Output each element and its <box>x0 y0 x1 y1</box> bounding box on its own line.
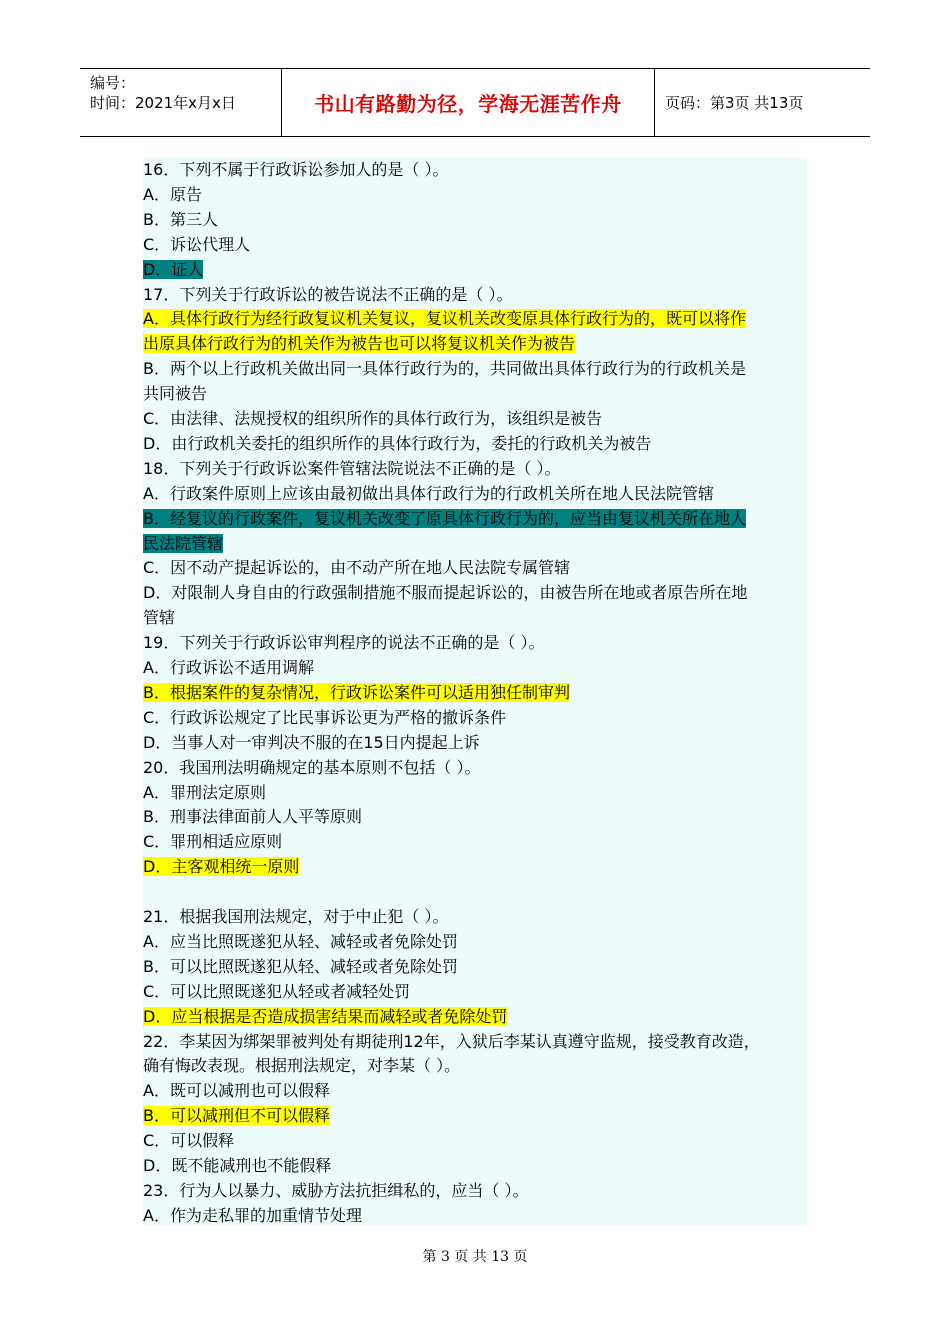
header-page-cell <box>655 69 870 136</box>
text-line <box>143 432 651 456</box>
line-text: D．对限制人身自由的行政强制措施不服而提起诉讼的，由被告所在地或者原告所在地 <box>143 583 748 603</box>
text-line <box>143 482 714 506</box>
line-text: 管辖 <box>143 608 176 628</box>
text-line <box>143 258 203 282</box>
text-line <box>143 382 207 406</box>
text-line <box>143 581 747 605</box>
text-line <box>143 706 506 730</box>
text-line <box>143 1204 362 1228</box>
line-text: 22．李某因为绑架罪被判处有期徒刑12年，入狱后李某认真遵守监规，接受教育改造， <box>143 1031 760 1051</box>
line-text: C．因不动产提起诉讼的，由不动产所在地人民法院专属管辖 <box>143 558 571 578</box>
text-line <box>143 980 410 1004</box>
line-text: C．行政诉讼规定了比民事诉讼更为严格的撤诉条件 <box>143 707 507 727</box>
text-line <box>143 233 250 257</box>
text-line <box>143 556 570 580</box>
line-text: 20．我国刑法明确规定的基本原则不包括（ ）。 <box>143 757 481 777</box>
line-text: C．可以假释 <box>143 1131 235 1151</box>
text-line <box>143 1079 330 1103</box>
line-text: B．根据案件的复杂情况，行政诉讼案件可以适用独任制审判 <box>143 682 570 702</box>
line-text: A．应当比照既遂犯从轻、减轻或者免除处罚 <box>143 931 458 951</box>
text-line <box>143 905 448 929</box>
text-line <box>143 357 746 381</box>
line-text: D．证人 <box>143 259 204 279</box>
line-text: 确有悔改表现。根据刑法规定，对李某（ ）。 <box>143 1056 461 1076</box>
line-text: B．两个以上行政机关做出同一具体行政行为的，共同做出具体行政行为的行政机关是 <box>143 359 746 379</box>
line-text: C．罪刑相适应原则 <box>143 832 283 852</box>
number-label: 编号： <box>90 74 136 92</box>
text-line <box>143 930 458 954</box>
line-text: 18．下列关于行政诉讼案件管辖法院说法不正确的是（ ）。 <box>143 458 561 478</box>
line-text: B．刑事法律面前人人平等原则 <box>143 807 362 827</box>
line-text: D．由行政机关委托的组织所作的具体行政行为，委托的行政机关为被告 <box>143 433 652 453</box>
line-text: A．既可以减刑也可以假释 <box>143 1081 330 1101</box>
text-line <box>143 507 746 531</box>
text-line <box>143 1179 528 1203</box>
text-line <box>143 1054 460 1078</box>
text-line <box>143 158 448 182</box>
line-text: C．诉讼代理人 <box>143 234 251 254</box>
line-text: D．既不能减刑也不能假释 <box>143 1156 332 1175</box>
text-line <box>143 606 175 630</box>
motto-text: 书山有路勤为径，学海无涯苦作舟 <box>314 92 622 116</box>
text-line <box>143 781 266 805</box>
line-text: A．罪刑法定原则 <box>143 782 266 802</box>
text-line <box>143 1030 760 1054</box>
line-text: A．行政诉讼不适用调解 <box>143 658 314 677</box>
text-line <box>143 283 512 307</box>
header-left-cell <box>80 69 282 136</box>
line-text: 出原具体行政行为的机关作为被告也可以将复议机关作为被告 <box>143 334 576 354</box>
line-text: 19．下列关于行政诉讼审判程序的说法不正确的是（ ）。 <box>143 633 545 653</box>
line-text: B．可以比照既遂犯从轻、减轻或者免除处罚 <box>143 956 458 976</box>
line-text: 16．下列不属于行政诉讼参加人的是（ ）。 <box>143 160 449 179</box>
text-line <box>143 208 218 232</box>
text-line <box>143 805 362 829</box>
header-table <box>80 68 870 137</box>
text-line <box>143 631 544 655</box>
line-text: 23．行为人以暴力、威胁方法抗拒缉私的，应当（ ）。 <box>143 1180 529 1200</box>
page-footer: 第 3 页 共 13 页 <box>422 1249 528 1265</box>
text-line <box>143 1129 234 1153</box>
page-label: 页码：第3页 共13页 <box>665 94 804 112</box>
text-line <box>143 307 746 331</box>
line-text: A．作为走私罪的加重情节处理 <box>143 1205 362 1225</box>
line-text: D．应当根据是否造成损害结果而减轻或者免除处罚 <box>143 1006 508 1026</box>
header-motto-cell <box>282 69 655 136</box>
text-line <box>143 407 602 431</box>
line-text: C．由法律、法规授权的组织所作的具体行政行为，该组织是被告 <box>143 409 603 428</box>
text-line <box>143 681 570 705</box>
text-line <box>143 332 575 356</box>
line-text: A．具体行政行为经行政复议机关复议，复议机关改变原具体行政行为的，既可以将作 <box>143 309 746 329</box>
line-text: A．行政案件原则上应该由最初做出具体行政行为的行政机关所在地人民法院管辖 <box>143 483 714 503</box>
line-text: 21．根据我国刑法规定，对于中止犯（ ）。 <box>143 907 449 926</box>
text-line <box>143 183 202 207</box>
text-line <box>143 731 480 755</box>
line-text: B．可以减刑但不可以假释 <box>143 1106 330 1126</box>
text-line <box>143 1154 331 1178</box>
text-line <box>143 756 480 780</box>
text-line <box>143 457 560 481</box>
question-content <box>143 157 807 1226</box>
time-label: 时间：2021年x月x日 <box>90 94 236 112</box>
line-text: 17．下列关于行政诉讼的被告说法不正确的是（ ）。 <box>143 284 513 304</box>
text-line <box>143 532 223 556</box>
line-text: A．原告 <box>143 184 202 204</box>
text-line <box>143 955 458 979</box>
line-text: D．当事人对一审判决不服的在15日内提起上诉 <box>143 732 480 752</box>
line-text: B．第三人 <box>143 209 218 229</box>
line-text: D．主客观相统一原则 <box>143 857 300 877</box>
line-text: C．可以比照既遂犯从轻或者减轻处罚 <box>143 981 411 1001</box>
text-line <box>143 830 282 854</box>
line-text: B．经复议的行政案件，复议机关改变了原具体行政行为的，应当由复议机关所在地人 <box>143 508 746 528</box>
line-text: 民法院管辖 <box>143 533 224 553</box>
text-line <box>143 855 299 879</box>
text-line <box>143 1104 330 1128</box>
line-text: 共同被告 <box>143 384 208 404</box>
text-line <box>143 656 314 680</box>
text-line <box>143 1005 507 1029</box>
